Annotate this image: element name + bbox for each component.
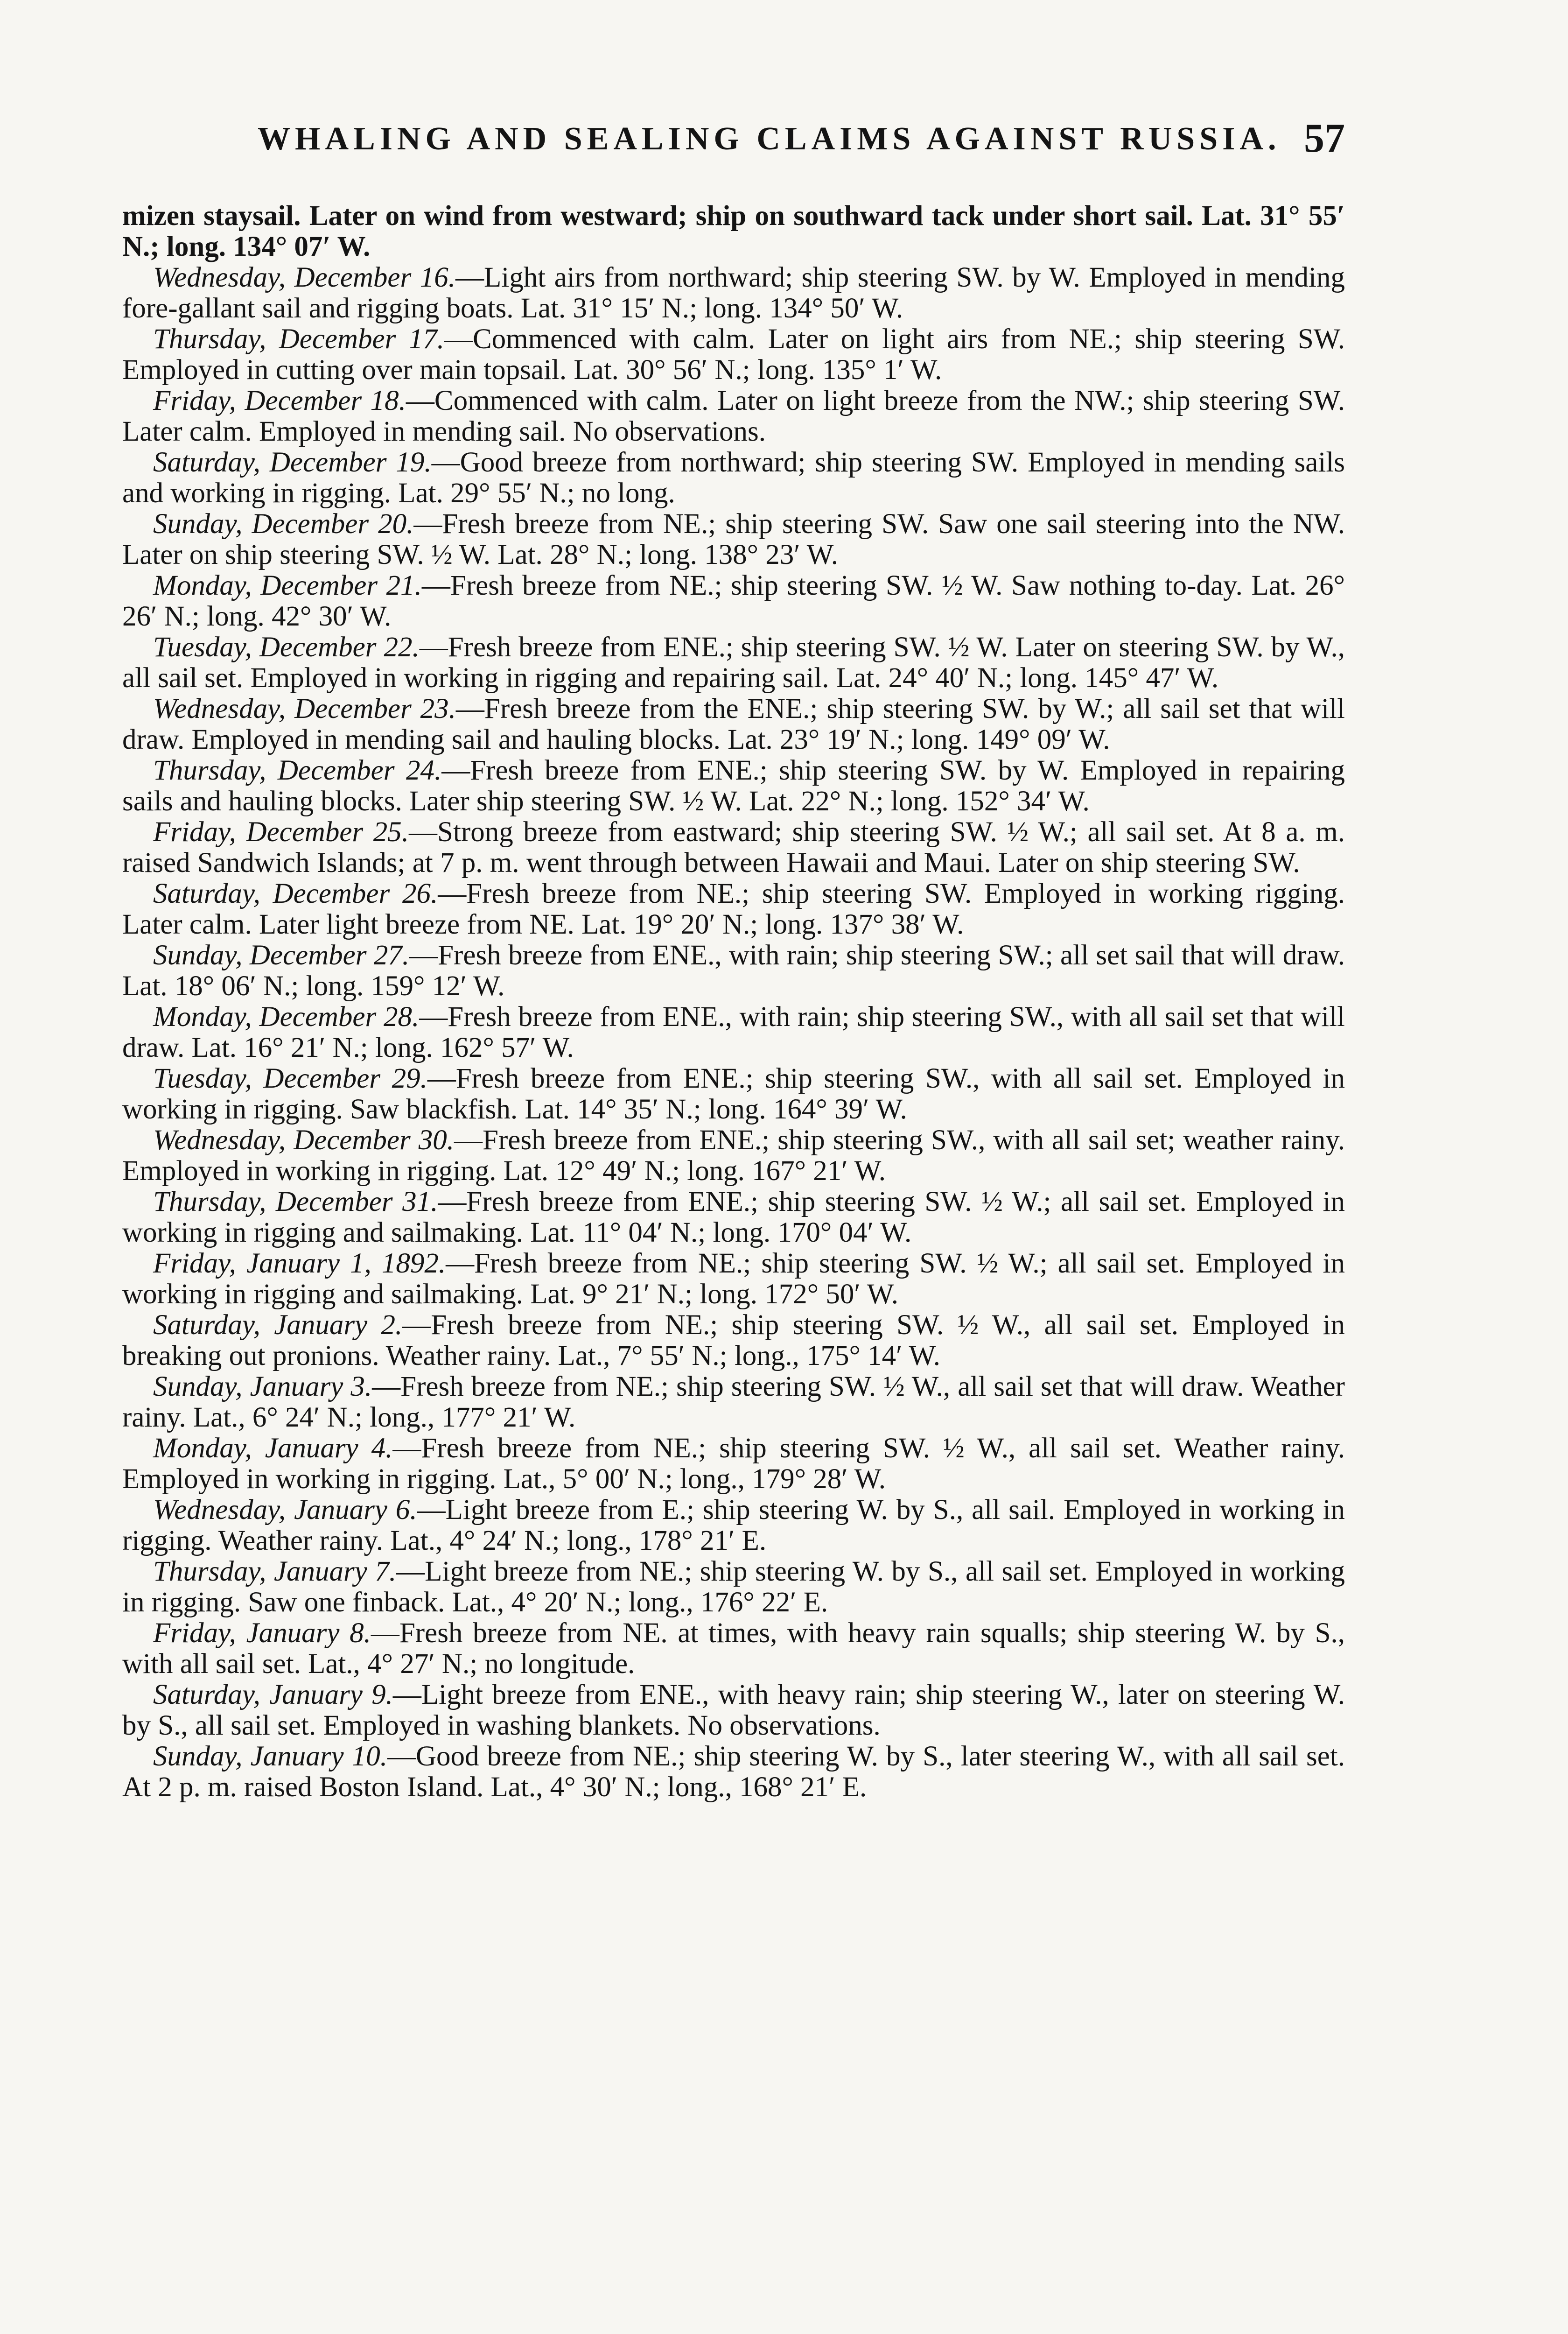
log-entry xyxy=(122,1433,1345,1495)
entry-date: Monday, December 21. xyxy=(153,570,422,601)
log-entry xyxy=(122,509,1345,570)
log-entry xyxy=(122,694,1345,755)
entry-date: Sunday, December 20. xyxy=(153,508,414,540)
page-header xyxy=(122,116,1345,172)
log-entry xyxy=(122,879,1345,940)
entry-text: —Light airs from northward; ship steering SW. by W. Employed in mending fore-gallant sail and rigging boats. Lat. 31° 15′ N.; long. 134° 50′ W. xyxy=(122,262,1345,324)
entry-date: Tuesday, December 29. xyxy=(153,1063,427,1094)
log-entry xyxy=(122,940,1345,1002)
entry-date: Tuesday, December 22. xyxy=(153,632,420,663)
entry-text: —Fresh breeze from NE.; ship steering SW. ½ W., all sail set that will draw. Weather rainy. Lat., 6° 24′ N.; long., 177° 21′ W. xyxy=(122,1371,1345,1433)
entry-text: —Fresh breeze from NE.; ship steering SW. Saw one sail steering into the NW. Later on ship steering SW. ½ W. Lat. 28° N.; long. 138° 23′ W. xyxy=(122,508,1345,570)
entry-text: —Good breeze from NE.; ship steering W. by S., later steering W., with all sail set. At 2 p. m. raised Boston Island. Lat., 4° 30′ N.; long., 168° 21′ E. xyxy=(122,1741,1345,1803)
entry-date: Sunday, January 3. xyxy=(153,1371,372,1402)
entry-text: —Fresh breeze from NE.; ship steering SW. ½ W., all sail set. Weather rainy. Employed in working in rigging. Lat., 5° 00′ N.; long., 179° 28′ W. xyxy=(122,1433,1345,1495)
entry-date: Saturday, January 9. xyxy=(153,1679,393,1710)
log-entry xyxy=(122,262,1345,324)
entry-text: —Fresh breeze from ENE.; ship steering SW., with all sail set; weather rainy. Employed in working in rigging. Lat. 12° 49′ N.; long. 167° 21′ W. xyxy=(122,1125,1345,1187)
entry-date: Sunday, January 10. xyxy=(153,1741,387,1772)
entry-text: —Fresh breeze from NE. at times, with heavy rain squalls; ship steering W. by S., with all sail set. Lat., 4° 27′ N.; no longitude. xyxy=(122,1617,1345,1680)
log-entry xyxy=(122,1556,1345,1618)
page-number: 57 xyxy=(1304,116,1345,161)
entry-date: Thursday, December 24. xyxy=(153,755,442,786)
running-title: WHALING AND SEALING CLAIMS AGAINST RUSSIA. xyxy=(258,121,1281,157)
entry-text: —Fresh breeze from ENE.; ship steering SW. ½ W.; all sail set. Employed in working in rigging and sailmaking. Lat. 11° 04′ N.; long. 170° 04′ W. xyxy=(122,1186,1345,1248)
entry-text: —Fresh breeze from NE.; ship steering SW. ½ W., all sail set. Employed in breaking out pronions. Weather rainy. Lat., 7° 55′ N.; long., 175° 14′ W. xyxy=(122,1309,1345,1371)
entry-date: Wednesday, December 16. xyxy=(153,262,456,293)
log-entry xyxy=(122,447,1345,509)
entry-date: Saturday, December 19. xyxy=(153,447,432,478)
entry-date: Saturday, December 26. xyxy=(153,878,438,909)
log-entry xyxy=(122,324,1345,386)
entry-text: —Fresh breeze from ENE., with rain; ship steering SW., with all sail set that will draw. Lat. 16° 21′ N.; long. 162° 57′ W. xyxy=(122,1001,1345,1063)
entry-text: —Strong breeze from eastward; ship steering SW. ½ W.; all sail set. At 8 a. m. raised Sandwich Islands; at 7 p. m. went through between Hawaii and Maui. Later on ship steering SW. xyxy=(122,816,1345,879)
entry-text: —Light breeze from NE.; ship steering W. by S., all sail set. Employed in working in rigging. Saw one finback. Lat., 4° 20′ N.; long., 176° 22′ E. xyxy=(122,1556,1345,1618)
continued-entry: mizen staysail. Later on wind from westward; ship on southward tack under short sail. Lat. 31° 55′ N.; long. 134° 07′ W. xyxy=(122,200,1345,262)
entry-date: Thursday, December 31. xyxy=(153,1186,438,1217)
entry-date: Wednesday, January 6. xyxy=(153,1494,417,1526)
entry-text: —Fresh breeze from the ENE.; ship steering SW. by W.; all sail set that will draw. Employed in mending sail and hauling blocks. Lat. 23° 19′ N.; long. 149° 09′ W. xyxy=(122,693,1345,755)
log-entry xyxy=(122,1125,1345,1187)
log-entry xyxy=(122,755,1345,817)
entry-text: —Fresh breeze from NE.; ship steering SW. Employed in working rigging. Later calm. Later light breeze from NE. Lat. 19° 20′ N.; long. 137° 38′ W. xyxy=(122,878,1345,940)
entry-text: —Commenced with calm. Later on light airs from NE.; ship steering SW. Employed in cutting over main topsail. Lat. 30° 56′ N.; long. 135° 1′ W. xyxy=(122,323,1345,386)
log-entry xyxy=(122,632,1345,694)
log-entry xyxy=(122,1741,1345,1803)
entry-date: Wednesday, December 23. xyxy=(153,693,456,724)
log-entry xyxy=(122,570,1345,632)
entry-date: Monday, December 28. xyxy=(153,1001,420,1033)
entry-text: —Fresh breeze from ENE.; ship steering SW. ½ W. Later on steering SW. by W., all sail set. Employed in working in rigging and repairing sail. Lat. 24° 40′ N.; long. 145° 47′ W. xyxy=(122,632,1345,694)
log-entry xyxy=(122,1248,1345,1310)
log-entry xyxy=(122,1310,1345,1371)
log-entries xyxy=(122,201,1345,1803)
entry-text: —Good breeze from northward; ship steering SW. Employed in mending sails and working in rigging. Lat. 29° 55′ N.; no long. xyxy=(122,447,1345,509)
entry-date: Saturday, January 2. xyxy=(153,1309,403,1341)
log-entry xyxy=(122,1371,1345,1433)
log-entry xyxy=(122,1002,1345,1063)
entry-date: Monday, January 4. xyxy=(153,1433,393,1464)
entry-text: —Fresh breeze from NE.; ship steering SW. ½ W.; all sail set. Employed in working in rigging and sailmaking. Lat. 9° 21′ N.; long. 172° 50′ W. xyxy=(122,1248,1345,1310)
log-entry xyxy=(122,1187,1345,1248)
entry-text: —Commenced with calm. Later on light breeze from the NW.; ship steering SW. Later calm. Employed in mending sail. No observations. xyxy=(122,385,1345,447)
log-entry xyxy=(122,1495,1345,1556)
entry-date: Wednesday, December 30. xyxy=(153,1125,455,1156)
entry-text: —Light breeze from ENE., with heavy rain; ship steering W., later on steering W. by S., all sail set. Employed in washing blankets. No observations. xyxy=(122,1679,1345,1741)
entry-text: —Fresh breeze from ENE.; ship steering SW. by W. Employed in repairing sails and hauling blocks. Later ship steering SW. ½ W. Lat. 22° N.; long. 152° 34′ W. xyxy=(122,755,1345,817)
log-entry xyxy=(122,386,1345,447)
entry-date: Friday, December 25. xyxy=(153,816,409,848)
entry-date: Sunday, December 27. xyxy=(153,940,410,971)
entry-text: —Fresh breeze from ENE.; ship steering SW., with all sail set. Employed in working in rigging. Saw blackfish. Lat. 14° 35′ N.; long. 164° 39′ W. xyxy=(122,1063,1345,1125)
log-entry xyxy=(122,1680,1345,1741)
entry-date: Thursday, December 17. xyxy=(153,323,444,355)
entry-date: Friday, January 1, 1892. xyxy=(153,1248,446,1279)
entry-date: Friday, December 18. xyxy=(153,385,406,416)
log-entry xyxy=(122,817,1345,879)
log-entry xyxy=(122,1618,1345,1680)
entry-text: —Fresh breeze from ENE., with rain; ship steering SW.; all set sail that will draw. Lat. 18° 06′ N.; long. 159° 12′ W. xyxy=(122,940,1345,1002)
log-entry xyxy=(122,1063,1345,1125)
entry-text: —Fresh breeze from NE.; ship steering SW. ½ W. Saw nothing to-day. Lat. 26° 26′ N.; long. 42° 30′ W. xyxy=(122,570,1345,632)
entry-date: Thursday, January 7. xyxy=(153,1556,397,1587)
entry-text: —Light breeze from E.; ship steering W. by S., all sail. Employed in working in rigging. Weather rainy. Lat., 4° 24′ N.; long., 178° 21′ E. xyxy=(122,1494,1345,1556)
entry-date: Friday, January 8. xyxy=(153,1617,371,1649)
